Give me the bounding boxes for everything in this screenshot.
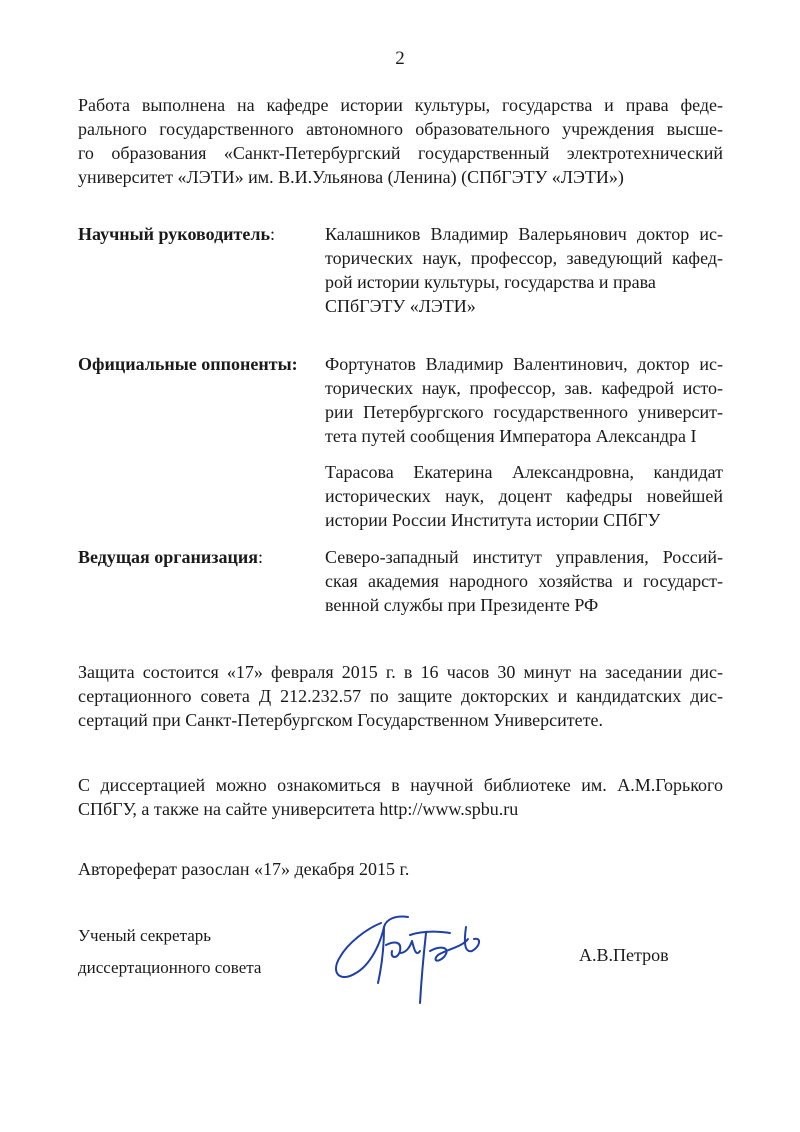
opponent-1-details [325,352,723,448]
leading-org-line: ская академия народного хозяйства и государст- [325,571,723,591]
handwritten-signature [326,905,494,1009]
leading-org-line: венной службы при Президенте РФ [325,595,599,615]
intro-line: го образования «Санкт-Петербургский государственный электротехнический [78,143,723,163]
opponent-1-line: торических наук, профессор, зав. кафедрой исто- [325,378,723,398]
leading-org-details [325,545,723,617]
opponent-1-line: рии Петербургского государственного университ- [325,402,723,422]
intro-line: университет «ЛЭТИ» им. В.И.Ульянова (Ленина) (СПбГЭТУ «ЛЭТИ») [78,167,624,187]
supervisor-line: Калашников Владимир Валерьянович доктор ис- [325,224,723,244]
supervisor-details [325,222,723,318]
intro-line: Работа выполнена на кафедре истории культуры, государства и права феде- [78,95,723,115]
intro-line: рального государственного автономного образовательного учреждения высше- [78,119,723,139]
secretary-name: А.В.Петров [579,945,669,965]
leading-org-line: Северо-западный институт управления, Россий- [325,547,723,567]
opponents-label: Официальные оппоненты: [78,354,298,374]
opponent-2-line: истории России Института истории СПбГУ [325,510,661,530]
leading-org-label: Ведущая организация: [78,547,263,567]
supervisor-label: Научный руководитель: [78,224,276,244]
intro-paragraph [78,93,723,189]
distributed-line: Автореферат разослан «17» декабря 2015 г. [78,859,410,879]
library-paragraph [78,773,723,821]
supervisor-line: торических наук, профессор, заведующий кафед- [325,248,723,268]
library-line: СПбГУ, а также на сайте университета http://www.spbu.ru [78,799,519,819]
supervisor-line: рой истории культуры, государства и права [325,272,656,292]
defense-line: сертационного совета Д 212.232.57 по защите докторских и кандидатских дис- [78,686,723,706]
secretary-title-line1: Ученый секретарь [78,926,212,945]
supervisor-line: СПбГЭТУ «ЛЭТИ» [325,296,476,316]
opponent-1-line: тета путей сообщения Императора Александра I [325,426,697,446]
defense-line: Защита состоится «17» февраля 2015 г. в 16 часов 30 минут на заседании дис- [78,662,723,682]
opponent-2-line: исторических наук, доцент кафедры новейшей [325,486,723,506]
library-line: С диссертацией можно ознакомиться в научной библиотеке им. А.М.Горького [78,775,723,795]
opponent-1-line: Фортунатов Владимир Валентинович, доктор ис- [325,354,723,374]
opponent-2-details [325,460,723,532]
page-number: 2 [395,48,405,69]
secretary-title-line2: диссертационного совета [78,958,262,977]
defense-line: сертаций при Санкт-Петербургском Государственном Университете. [78,710,603,730]
distributed-note [78,857,723,881]
defense-paragraph [78,660,723,732]
opponent-2-line: Тарасова Екатерина Александровна, кандидат [325,462,723,482]
